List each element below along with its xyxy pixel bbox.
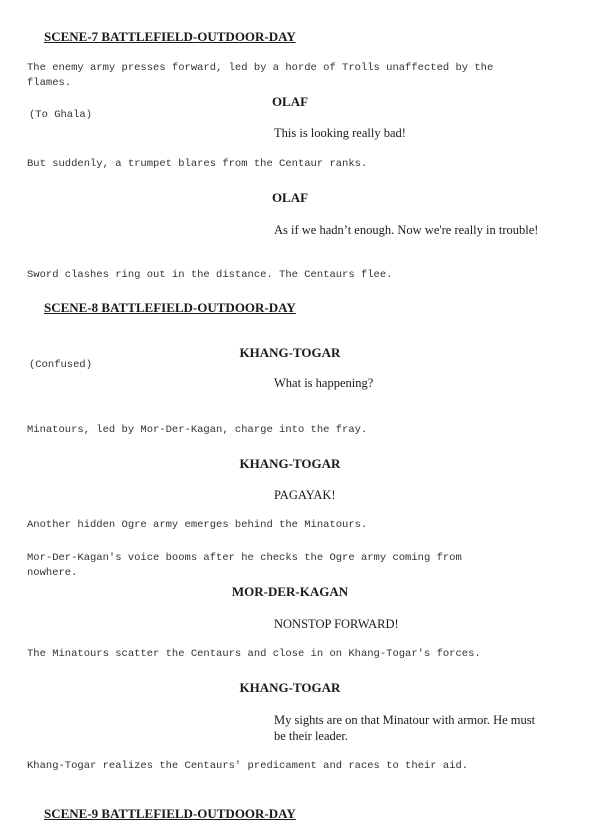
- action-line: The Minatours scatter the Centaurs and close in on Khang-Togar's forces.: [27, 648, 481, 660]
- scene-heading: SCENE-7 BATTLEFIELD-OUTDOOR-DAY: [44, 29, 296, 44]
- parenthetical: (To Ghala): [29, 109, 93, 121]
- dialogue-line: This is looking really bad!: [274, 126, 406, 140]
- scene-heading: SCENE-8 BATTLEFIELD-OUTDOOR-DAY: [44, 300, 296, 315]
- character-name: OLAF: [271, 190, 309, 205]
- character-name: KHANG-TOGAR: [239, 680, 341, 695]
- character-name: OLAF: [271, 94, 309, 109]
- action-line: Khang-Togar realizes the Centaurs' predicament and races to their aid.: [27, 760, 469, 772]
- action-line: Sword clashes ring out in the distance. The Centaurs flee.: [27, 269, 393, 281]
- action-line: The enemy army presses forward, led by a horde of Trolls unaffected by the flames.: [27, 62, 494, 89]
- action-line: Mor-Der-Kagan's voice booms after he checks the Ogre army coming from nowhere.: [27, 552, 462, 579]
- character-name: KHANG-TOGAR: [239, 345, 341, 360]
- dialogue-line: My sights are on that Minatour with armor. He must be their leader.: [274, 713, 536, 743]
- character-name: KHANG-TOGAR: [239, 456, 341, 471]
- scene-heading: SCENE-9 BATTLEFIELD-OUTDOOR-DAY: [44, 806, 296, 821]
- dialogue-line: PAGAYAK!: [274, 488, 336, 502]
- action-line: Minatours, led by Mor-Der-Kagan, charge into the fray.: [27, 424, 368, 436]
- parenthetical: (Confused): [29, 359, 93, 371]
- character-name: MOR-DER-KAGAN: [231, 584, 349, 599]
- dialogue-line: As if we hadn’t enough. Now we're really in trouble!: [274, 223, 539, 237]
- dialogue-line: NONSTOP FORWARD!: [274, 617, 399, 631]
- action-line: But suddenly, a trumpet blares from the Centaur ranks.: [27, 158, 368, 170]
- dialogue-line: What is happening?: [274, 376, 374, 390]
- action-line: Another hidden Ogre army emerges behind the Minatours.: [27, 519, 368, 531]
